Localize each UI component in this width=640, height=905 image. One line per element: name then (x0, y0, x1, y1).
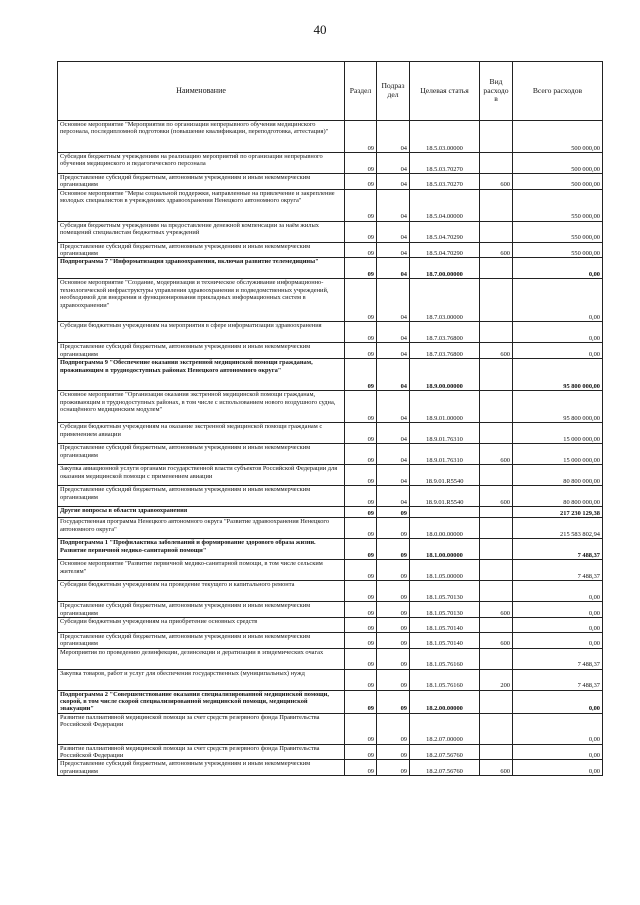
row-total: 500 000,00 (513, 174, 603, 190)
row-total: 7 488,37 (513, 648, 603, 669)
row-target: 18.1.05.70140 (410, 632, 480, 648)
row-section: 09 (345, 242, 377, 258)
row-section: 09 (345, 744, 377, 760)
row-kind (480, 322, 513, 343)
row-total: 7 488,37 (513, 560, 603, 581)
row-section: 09 (345, 486, 377, 507)
row-kind (480, 507, 513, 518)
row-subsection: 09 (377, 617, 410, 632)
row-name: Субсидии бюджетным учреждениям на оказание экстренной медицинской помощи гражданам с применением авиации (58, 423, 345, 444)
table-row (58, 391, 603, 423)
row-kind: 600 (480, 242, 513, 258)
row-name: Предоставление субсидий бюджетным, автономным учреждениям и иным некоммерческим организациям (58, 242, 345, 258)
row-section: 09 (345, 507, 377, 518)
row-name: Предоставление субсидий бюджетным, автономным учреждениям и иным некоммерческим организациям (58, 760, 345, 776)
row-name: Субсидия бюджетным учреждениям на реализацию мероприятий по организации непрерывного обучения медицинского и педагогического персонала (58, 153, 345, 174)
table-row (58, 121, 603, 153)
row-section: 09 (345, 343, 377, 359)
row-target: 18.5.03.70270 (410, 153, 480, 174)
table-row (58, 560, 603, 581)
row-subsection: 04 (377, 121, 410, 153)
table-row (58, 174, 603, 190)
row-subsection: 04 (377, 242, 410, 258)
budget-table (57, 61, 603, 776)
row-section: 09 (345, 617, 377, 632)
table-row (58, 359, 603, 391)
row-target: 18.2.07.56760 (410, 760, 480, 776)
row-total: 0,00 (513, 279, 603, 322)
row-kind (480, 221, 513, 242)
table-row (58, 539, 603, 560)
row-subsection: 09 (377, 744, 410, 760)
row-name: Другие вопросы в области здравоохранения (58, 507, 345, 518)
row-total: 80 800 000,00 (513, 465, 603, 486)
row-target: 18.5.03.00000 (410, 121, 480, 153)
row-subsection: 04 (377, 486, 410, 507)
table-row (58, 648, 603, 669)
row-name: Субсидии бюджетным учреждениям на проведение текущего и капитального ремонта (58, 581, 345, 602)
row-total: 80 800 000,00 (513, 486, 603, 507)
row-target: 18.7.03.76800 (410, 343, 480, 359)
row-target: 18.9.01.76310 (410, 423, 480, 444)
row-target: 18.9.01.76310 (410, 444, 480, 465)
table-row (58, 343, 603, 359)
row-target: 18.9.01.00000 (410, 391, 480, 423)
table-row (58, 221, 603, 242)
row-target: 18.5.03.70270 (410, 174, 480, 190)
row-subsection: 04 (377, 322, 410, 343)
header-name: Наименование (58, 62, 345, 121)
row-section: 09 (345, 602, 377, 618)
row-subsection: 09 (377, 669, 410, 690)
row-name: Закупка авиационной услуги органами государственной власти субъектов Российской Федерации для оказания медицинской помощи с применением авиации (58, 465, 345, 486)
row-subsection: 04 (377, 189, 410, 221)
row-section: 09 (345, 713, 377, 744)
row-section: 09 (345, 648, 377, 669)
row-name: Предоставление субсидий бюджетным, автономным учреждениям и иным некоммерческим организациям (58, 343, 345, 359)
row-subsection: 04 (377, 221, 410, 242)
row-kind (480, 258, 513, 279)
row-total: 7 488,37 (513, 669, 603, 690)
row-total: 0,00 (513, 760, 603, 776)
row-target: 18.0.00.00000 (410, 518, 480, 539)
table-row (58, 669, 603, 690)
row-kind (480, 423, 513, 444)
row-name: Подпрограмма 9 "Обеспечение оказания экстренной медицинской помощи гражданам, проживающим в труднодоступных районах Ненецкого автономного округа" (58, 359, 345, 391)
row-target: 18.1.05.00000 (410, 560, 480, 581)
row-subsection: 04 (377, 391, 410, 423)
row-name: Предоставление субсидий бюджетным, автономным учреждениям и иным некоммерческим организациям (58, 602, 345, 618)
row-total: 550 000,00 (513, 242, 603, 258)
row-subsection: 09 (377, 602, 410, 618)
table-row (58, 518, 603, 539)
row-total: 217 230 129,38 (513, 507, 603, 518)
table-row (58, 444, 603, 465)
row-total: 15 000 000,00 (513, 444, 603, 465)
row-total: 0,00 (513, 632, 603, 648)
row-subsection: 09 (377, 713, 410, 744)
table-row (58, 153, 603, 174)
row-subsection: 04 (377, 359, 410, 391)
row-subsection: 09 (377, 760, 410, 776)
row-subsection: 09 (377, 581, 410, 602)
table-row (58, 602, 603, 618)
row-name: Основное мероприятие "Развитие первичной медико-санитарной помощи, в том числе сельским жителям" (58, 560, 345, 581)
row-section: 09 (345, 560, 377, 581)
row-kind (480, 539, 513, 560)
row-section: 09 (345, 153, 377, 174)
row-name: Основное мероприятие "Меры социальной поддержки, направленные на привлечение и закрепление молодых специалистов в учреждениях здравоохранения Ненецкого автономного округа" (58, 189, 345, 221)
row-target: 18.2.00.00000 (410, 690, 480, 713)
row-target: 18.5.04.70290 (410, 221, 480, 242)
row-total: 95 800 000,00 (513, 391, 603, 423)
row-subsection: 04 (377, 343, 410, 359)
row-section: 09 (345, 174, 377, 190)
row-subsection: 09 (377, 560, 410, 581)
row-kind: 600 (480, 760, 513, 776)
table-row (58, 189, 603, 221)
table-row (58, 632, 603, 648)
row-subsection: 09 (377, 507, 410, 518)
table-header-row (58, 62, 603, 121)
row-section: 09 (345, 581, 377, 602)
row-subsection: 04 (377, 279, 410, 322)
row-name: Основное мероприятие "Мероприятия по организации непрерывного обучения медицинского персонала, последипломной подготовки (повышение квалификации, переподготовка, аттестация)" (58, 121, 345, 153)
row-kind (480, 560, 513, 581)
row-kind (480, 690, 513, 713)
row-section: 09 (345, 391, 377, 423)
row-name: Предоставление субсидий бюджетным, автономным учреждениям и иным некоммерческим организациям (58, 444, 345, 465)
row-total: 0,00 (513, 581, 603, 602)
row-name: Подпрограмма 7 "Информатизация здравоохранения, включая развитие телемедицины" (58, 258, 345, 279)
row-subsection: 09 (377, 690, 410, 713)
table-row (58, 242, 603, 258)
row-name: Развитие паллиативной медицинской помощи за счет средств резервного фонда Правительства Российской Федерации (58, 713, 345, 744)
row-name: Государственная программа Ненецкого автономного округа "Развитие здравоохранения Ненецкого автономного округа" (58, 518, 345, 539)
table-row (58, 617, 603, 632)
row-total: 0,00 (513, 713, 603, 744)
row-kind: 600 (480, 632, 513, 648)
row-kind: 200 (480, 669, 513, 690)
header-section: Раздел (345, 62, 377, 121)
row-section: 09 (345, 632, 377, 648)
row-target: 18.2.07.00000 (410, 713, 480, 744)
row-name: Закупка товаров, работ и услуг для обеспечения государственных (муниципальных) нужд (58, 669, 345, 690)
row-target: 18.1.05.70130 (410, 602, 480, 618)
row-name: Предоставление субсидий бюджетным, автономным учреждениям и иным некоммерческим организациям (58, 632, 345, 648)
table-row (58, 322, 603, 343)
row-kind (480, 465, 513, 486)
row-name: Субсидия бюджетным учреждениям на предоставление денежной компенсации за наём жилых помещений специалистам бюджетных учреждений (58, 221, 345, 242)
table-row (58, 507, 603, 518)
row-total: 0,00 (513, 322, 603, 343)
row-kind (480, 518, 513, 539)
row-total: 500 000,00 (513, 121, 603, 153)
row-subsection: 04 (377, 465, 410, 486)
table-row (58, 279, 603, 322)
row-total: 0,00 (513, 602, 603, 618)
row-section: 09 (345, 121, 377, 153)
row-target: 18.9.00.00000 (410, 359, 480, 391)
row-total: 0,00 (513, 744, 603, 760)
row-target: 18.1.05.76160 (410, 648, 480, 669)
row-kind (480, 359, 513, 391)
row-kind: 600 (480, 486, 513, 507)
header-kind: Вид расходо в (480, 62, 513, 121)
row-total: 500 000,00 (513, 153, 603, 174)
row-target: 18.1.05.70130 (410, 581, 480, 602)
row-subsection: 04 (377, 423, 410, 444)
row-kind (480, 153, 513, 174)
row-target: 18.1.05.76160 (410, 669, 480, 690)
row-kind (480, 617, 513, 632)
row-target: 18.1.00.00000 (410, 539, 480, 560)
row-total: 15 000 000,00 (513, 423, 603, 444)
row-kind: 600 (480, 343, 513, 359)
table-row (58, 713, 603, 744)
row-subsection: 09 (377, 648, 410, 669)
header-total: Всего расходов (513, 62, 603, 121)
page-number: 40 (313, 22, 327, 37)
row-section: 09 (345, 444, 377, 465)
row-target: 18.2.07.56760 (410, 744, 480, 760)
row-section: 09 (345, 539, 377, 560)
row-section: 09 (345, 518, 377, 539)
row-section: 09 (345, 359, 377, 391)
table-row (58, 744, 603, 760)
row-section: 09 (345, 221, 377, 242)
row-target: 18.5.04.70290 (410, 242, 480, 258)
row-total: 95 800 000,00 (513, 359, 603, 391)
row-section: 09 (345, 258, 377, 279)
row-name: Субсидии бюджетным учреждениям на мероприятия в сфере информатизации здравоохранения (58, 322, 345, 343)
header-subsection: Подраз дел (377, 62, 410, 121)
row-total: 0,00 (513, 690, 603, 713)
row-total: 0,00 (513, 617, 603, 632)
row-name: Предоставление субсидий бюджетным, автономным учреждениям и иным некоммерческим организациям (58, 174, 345, 190)
row-subsection: 04 (377, 444, 410, 465)
table-row (58, 258, 603, 279)
table-row (58, 486, 603, 507)
row-subsection: 09 (377, 539, 410, 560)
row-target: 18.1.05.70140 (410, 617, 480, 632)
row-name: Основное мероприятие "Организация оказания экстренной медицинской помощи гражданам, проживающим в труднодоступных районах, в том числе с использованием нового воздушного судна, оснащённого медицинским модулем" (58, 391, 345, 423)
row-target (410, 507, 480, 518)
row-section: 09 (345, 760, 377, 776)
row-total: 7 488,37 (513, 539, 603, 560)
row-name: Подпрограмма 1 "Профилактика заболеваний и формирование здорового образа жизни. Развитие первичной медико-санитарной помощи" (58, 539, 345, 560)
row-target: 18.7.03.76800 (410, 322, 480, 343)
row-name: Развитие паллиативной медицинской помощи за счет средств резервного фонда Правительства Российской Федерации (58, 744, 345, 760)
row-kind (480, 581, 513, 602)
row-subsection: 04 (377, 174, 410, 190)
row-target: 18.7.03.00000 (410, 279, 480, 322)
row-total: 550 000,00 (513, 221, 603, 242)
row-kind (480, 744, 513, 760)
table-row (58, 760, 603, 776)
row-target: 18.9.01.R5540 (410, 486, 480, 507)
row-name: Мероприятия по проведению дезинфекции, дезинсекции и дератизации в эпидемических очагах (58, 648, 345, 669)
row-kind (480, 391, 513, 423)
row-target: 18.9.01.R5540 (410, 465, 480, 486)
row-subsection: 04 (377, 258, 410, 279)
row-total: 215 583 802,94 (513, 518, 603, 539)
table-row (58, 690, 603, 713)
row-kind: 600 (480, 602, 513, 618)
row-subsection: 04 (377, 153, 410, 174)
row-total: 0,00 (513, 258, 603, 279)
table-row (58, 581, 603, 602)
row-name: Подпрограмма 2 "Совершенствование оказания специализированной медицинской помощи, скорой, в том числе скорой специализированной медицинской помощи, медицинской эвакуации" (58, 690, 345, 713)
row-kind (480, 279, 513, 322)
table-row (58, 423, 603, 444)
row-name: Предоставление субсидий бюджетным, автономным учреждениям и иным некоммерческим организациям (58, 486, 345, 507)
row-name: Субсидии бюджетным учреждениям на приобретение основных средств (58, 617, 345, 632)
row-kind (480, 648, 513, 669)
row-subsection: 09 (377, 632, 410, 648)
row-section: 09 (345, 669, 377, 690)
row-target: 18.7.00.00000 (410, 258, 480, 279)
row-kind (480, 713, 513, 744)
row-kind (480, 121, 513, 153)
header-target: Целевая статья (410, 62, 480, 121)
row-section: 09 (345, 189, 377, 221)
row-section: 09 (345, 279, 377, 322)
row-name: Основное мероприятие "Создание, модернизация и техническое обслуживание информационно-технологической инфраструктуры управления здравоохранения и подведомственных учреждений, необходимой для внедрения и функционирования прикладных информационных систем в здравоохранении" (58, 279, 345, 322)
row-subsection: 09 (377, 518, 410, 539)
table-row (58, 465, 603, 486)
row-kind: 600 (480, 444, 513, 465)
row-total: 550 000,00 (513, 189, 603, 221)
row-section: 09 (345, 423, 377, 444)
row-section: 09 (345, 322, 377, 343)
row-section: 09 (345, 465, 377, 486)
row-kind (480, 189, 513, 221)
row-total: 0,00 (513, 343, 603, 359)
row-kind: 600 (480, 174, 513, 190)
row-target: 18.5.04.00000 (410, 189, 480, 221)
row-section: 09 (345, 690, 377, 713)
